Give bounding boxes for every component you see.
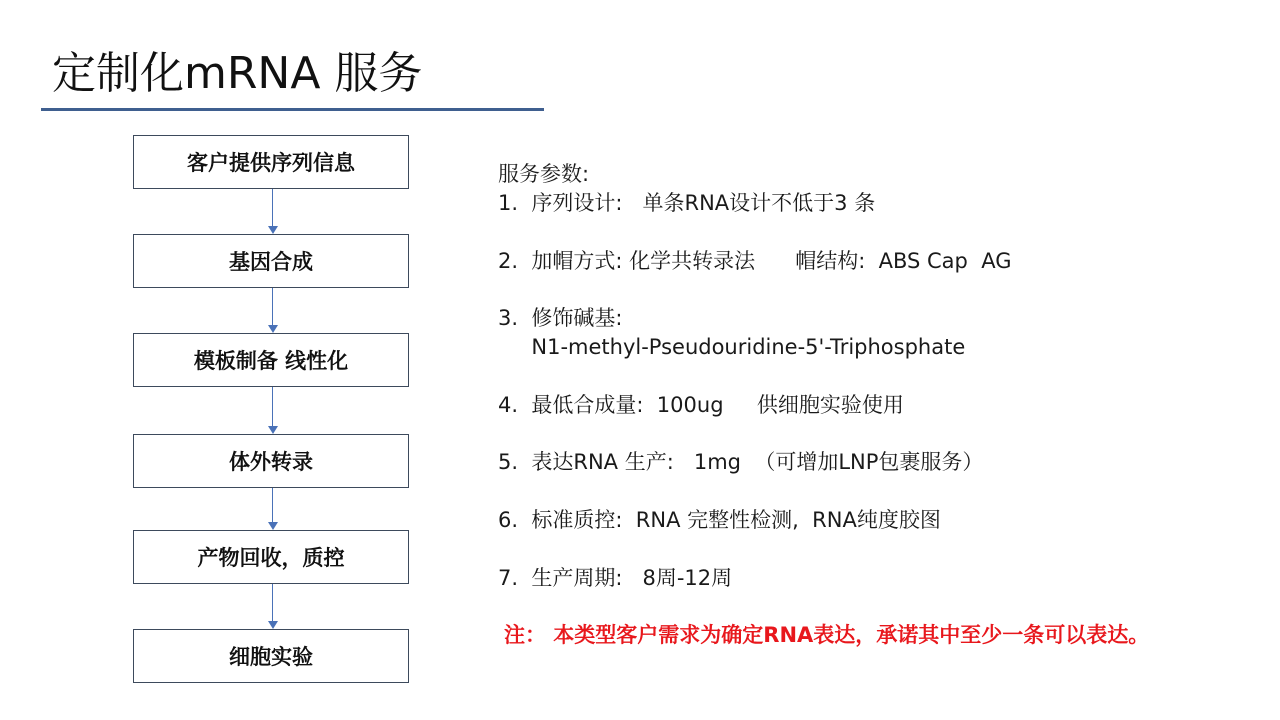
arrow-down-icon	[268, 387, 278, 434]
arrow-down-icon	[268, 288, 278, 333]
param-item-detail: N1-methyl-Pseudouridine-5'-Triphosphate	[498, 335, 966, 359]
arrow-down-icon	[268, 189, 278, 234]
param-item: 5. 表达RNA 生产: 1mg （可增加LNP包裹服务）	[498, 450, 984, 474]
params-heading: 服务参数:	[498, 162, 590, 186]
arrow-down-icon	[268, 488, 278, 530]
step-gene-synthesis: 基因合成	[133, 234, 409, 288]
step-template-linearization: 模板制备 线性化	[133, 333, 409, 387]
slide-title: 定制化mRNA 服务	[52, 48, 423, 99]
step-cell-experiment: 细胞实验	[133, 629, 409, 683]
param-item: 4. 最低合成量: 100ug 供细胞实验使用	[498, 393, 904, 417]
step-ivt: 体外转录	[133, 434, 409, 488]
param-item: 2. 加帽方式: 化学共转录法 帽结构: ABS Cap AG	[498, 249, 1012, 273]
param-item: 3. 修饰碱基:	[498, 306, 623, 330]
arrow-down-icon	[268, 584, 278, 629]
process-flowchart	[0, 0, 450, 720]
param-item: 6. 标准质控: RNA 完整性检测, RNA纯度胶图	[498, 508, 941, 532]
param-item: 7. 生产周期: 8周-12周	[498, 566, 733, 590]
commitment-note: 注： 本类型客户需求为确定RNA表达，承诺其中至少一条可以表达。	[504, 623, 1150, 647]
param-item: 1. 序列设计: 单条RNA设计不低于3 条	[498, 191, 876, 215]
step-recovery-qc: 产物回收，质控	[133, 530, 409, 584]
step-provide-sequence: 客户提供序列信息	[133, 135, 409, 189]
